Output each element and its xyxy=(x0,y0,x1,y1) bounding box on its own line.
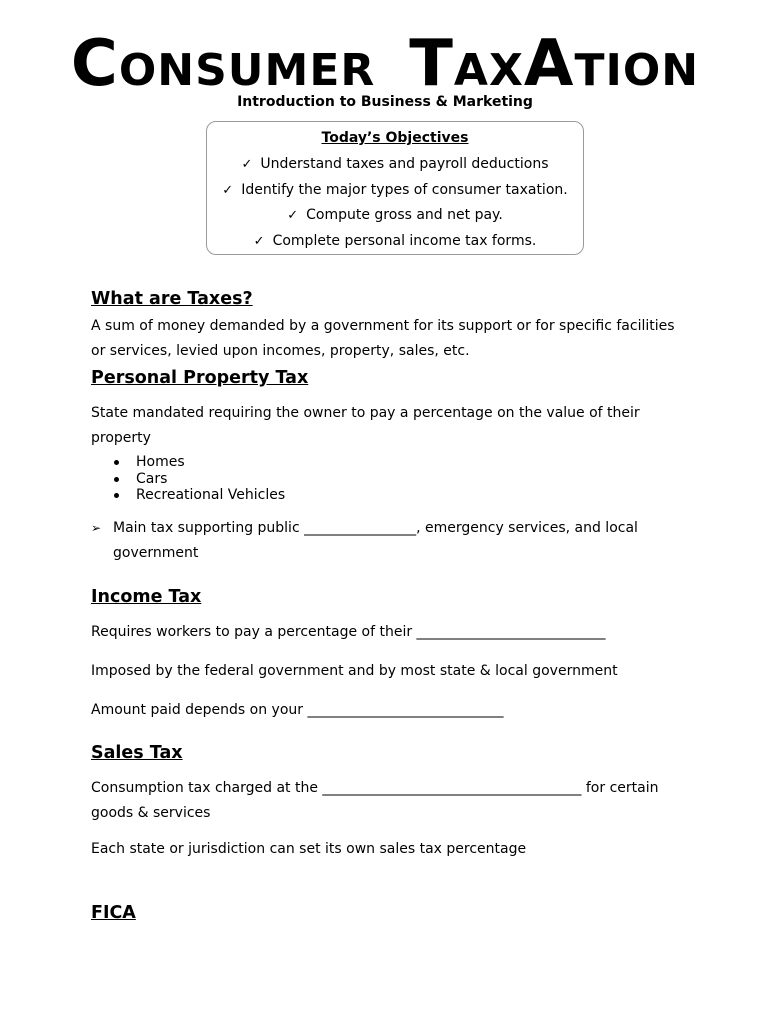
property-note: ➢ Main tax supporting public ________________, emergency services, and local government xyxy=(91,516,651,566)
checkmark-icon: ✓ xyxy=(241,157,253,172)
title-letter: T xyxy=(409,27,454,101)
page-subtitle: Introduction to Business & Marketing xyxy=(237,94,533,110)
objectives-list xyxy=(207,152,583,254)
property-bullet-list xyxy=(112,454,285,504)
title-letters: TION xyxy=(574,45,700,96)
objectives-heading: Today’s Objectives xyxy=(321,130,469,146)
list-item: Cars xyxy=(112,471,285,488)
objective-item: ✓ Compute gross and net pay. xyxy=(287,207,503,223)
list-item: Homes xyxy=(112,454,285,471)
objective-item: ✓ Understand taxes and payroll deductions xyxy=(241,156,549,172)
income-line-1: Requires workers to pay a percentage of their ___________________________ xyxy=(91,624,606,640)
objective-item: ✓ Identify the major types of consumer taxation. xyxy=(222,181,568,198)
checkmark-icon: ✓ xyxy=(287,208,299,223)
title-letter: C xyxy=(70,27,119,101)
property-definition: State mandated requiring the owner to pay a percentage on the value of their property xyxy=(91,405,640,446)
checkmark-icon: ✓ xyxy=(253,233,265,249)
income-line-3: Amount paid depends on your ____________________________ xyxy=(91,702,504,718)
arrow-bullet-icon: ➢ xyxy=(91,521,102,535)
section-heading-taxes: What are Taxes? xyxy=(91,289,253,309)
section-heading-sales: Sales Tax xyxy=(91,743,183,763)
sales-line-1: Consumption tax charged at the _____________________________________ for certain goods & services xyxy=(91,780,659,821)
sales-line-2: Each state or jurisdiction can set its own sales tax percentage xyxy=(91,841,527,857)
objectives-box xyxy=(206,121,584,255)
section-heading-fica: FICA xyxy=(91,903,136,923)
title-letters: ONSUMER xyxy=(118,45,376,96)
page-title xyxy=(0,27,770,101)
section-heading-income: Income Tax xyxy=(91,587,202,607)
checkmark-icon: ✓ xyxy=(222,182,234,198)
income-line-2: Imposed by the federal government and by most state & local government xyxy=(91,663,618,679)
section-heading-property: Personal Property Tax xyxy=(91,368,309,388)
taxes-definition: A sum of money demanded by a government for its support or for specific facilities or services, levied upon incomes, property, sales, etc. xyxy=(91,318,675,359)
title-letter: A xyxy=(523,27,575,101)
objective-item: ✓ Complete personal income tax forms. xyxy=(253,232,537,249)
title-letter: X xyxy=(488,45,524,96)
list-item: Recreational Vehicles xyxy=(112,487,285,504)
title-letter: A xyxy=(453,45,489,96)
